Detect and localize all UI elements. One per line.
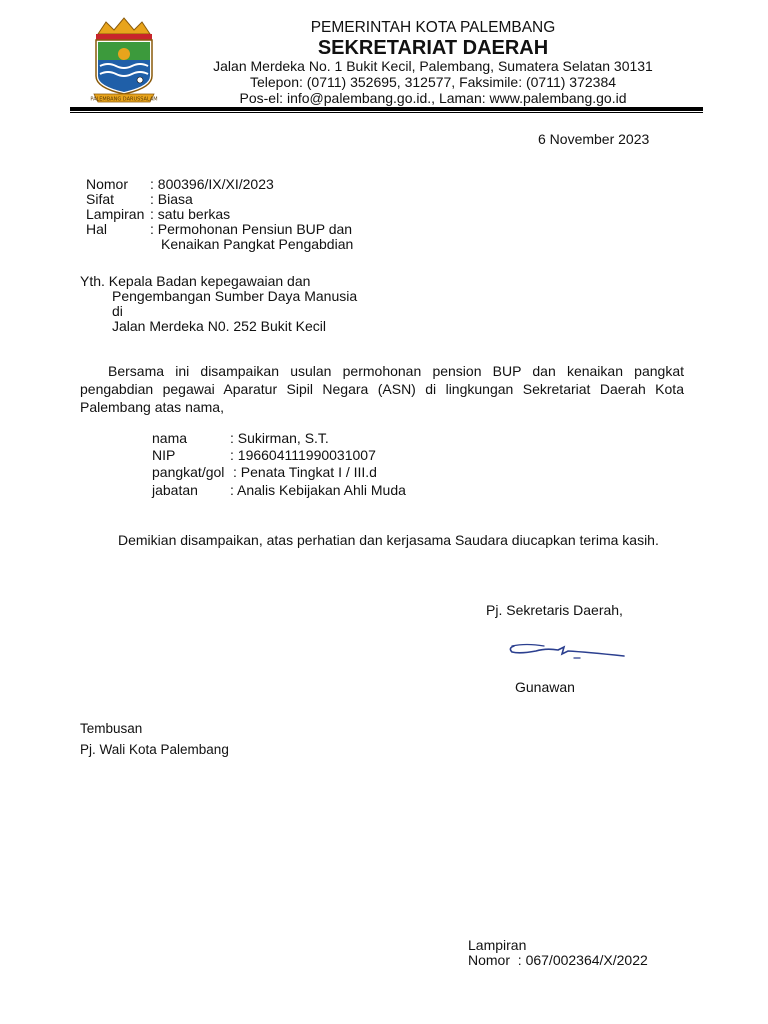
- person-name-label: nama: [152, 430, 188, 446]
- attachment-number: Nomor : 067/002364/X/2022: [468, 952, 648, 968]
- copy-recipient: Pj. Wali Kota Palembang: [80, 742, 229, 757]
- ref-nature-value: : Biasa: [150, 191, 193, 207]
- recipient-line3: di: [112, 303, 123, 319]
- emblem-motto-text: PALEMBANG DARUSSALAM: [90, 96, 158, 103]
- attachment-label: Lampiran: [468, 937, 527, 953]
- ref-attachment-value: : satu berkas: [150, 206, 231, 222]
- person-name-value: : Sukirman, S.T.: [230, 430, 329, 446]
- ref-attachment-label: Lampiran: [86, 206, 145, 222]
- letterhead-divider: [70, 107, 703, 111]
- recipient-line2: Pengembangan Sumber Daya Manusia: [112, 288, 358, 304]
- letterhead-contact: Pos-el: info@palembang.go.id., Laman: www.palembang.go.id: [239, 90, 627, 106]
- person-nip-value: : 196604111990031007: [230, 447, 376, 463]
- person-rank-value: : Penata Tingkat I / III.d: [233, 464, 377, 480]
- person-position-value: : Analis Kebijakan Ahli Muda: [230, 482, 406, 498]
- ref-subject-label: Hal: [86, 221, 108, 237]
- letter-date: 6 November 2023: [538, 131, 650, 147]
- signature-name: Gunawan: [515, 679, 575, 695]
- handwritten-signature-icon: [506, 638, 630, 664]
- ref-nature-label: Sifat: [86, 191, 115, 207]
- body-closing-paragraph: Demikian disampaikan, atas perhatian dan kerjasama Saudara diucapkan terima kasih.: [118, 532, 659, 548]
- palembang-city-emblem-icon: [86, 14, 162, 106]
- recipient-line1: Yth. Kepala Badan kepegawaian dan: [80, 273, 311, 289]
- letterhead-government: PEMERINTAH KOTA PALEMBANG: [310, 19, 556, 36]
- person-rank-label: pangkat/gol: [152, 464, 225, 480]
- person-nip-label: NIP: [152, 447, 176, 463]
- letterhead-address: Jalan Merdeka No. 1 Bukit Kecil, Palembang, Sumatera Selatan 30131: [213, 58, 653, 74]
- body-opening-paragraph: Bersama ini disampaikan usulan permohonan pension BUP dan kenaikan pangkat pengabdian pegawai Aparatur Sipil Negara (ASN) di lingkungan Sekretariat Daerah Kota Palembang atas nama,: [80, 363, 684, 415]
- ref-subject-line1: : Permohonan Pensiun BUP dan: [150, 221, 353, 237]
- letterhead-divider-thin: [70, 112, 703, 113]
- signature-title: Pj. Sekretaris Daerah,: [486, 602, 623, 618]
- copy-heading: Tembusan: [80, 721, 143, 736]
- letterhead-phone: Telepon: (0711) 352695, 312577, Faksimile: (0711) 372384: [249, 74, 617, 90]
- ref-number-value: : 800396/IX/XI/2023: [150, 176, 274, 192]
- ref-subject-line2: Kenaikan Pangkat Pengabdian: [161, 236, 354, 252]
- person-position-label: jabatan: [152, 482, 198, 498]
- recipient-line4: Jalan Merdeka N0. 252 Bukit Kecil: [112, 318, 326, 334]
- letterhead-office: SEKRETARIAT DAERAH: [317, 37, 549, 59]
- ref-number-label: Nomor: [86, 176, 129, 192]
